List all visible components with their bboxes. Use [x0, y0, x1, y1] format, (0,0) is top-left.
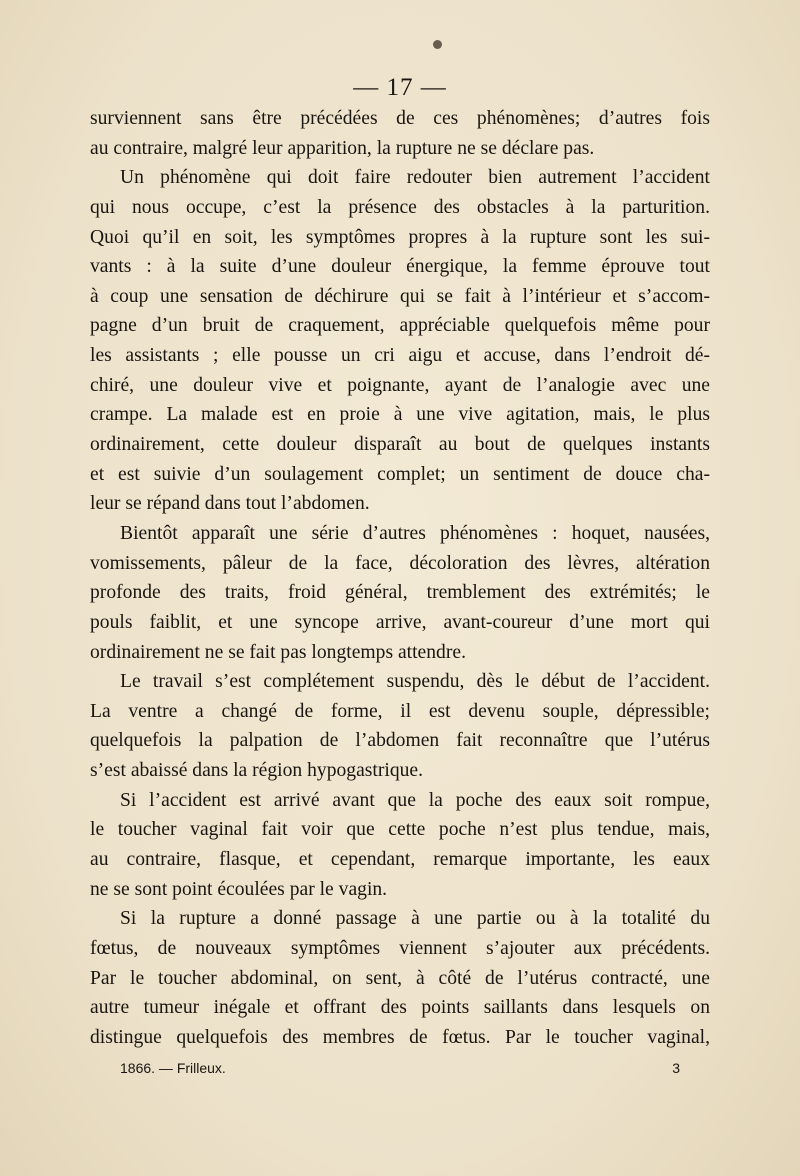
text-line: à coup une sensation de déchirure qui se fait à l’intérieur et s’accom- — [90, 285, 710, 307]
text-line: qui nous occupe, c’est la présence des obstacles à la parturition. — [90, 196, 710, 218]
text-line: La ventre a changé de forme, il est devenu souple, dépressible; — [90, 700, 710, 722]
text-line: au contraire, flasque, et cependant, remarque importante, les eaux — [90, 849, 710, 871]
text-line: distingue quelquefois des membres de fœtus. Par le toucher vaginal, — [90, 1026, 710, 1048]
text-line: ordinairement ne se fait pas longtemps attendre. — [90, 641, 466, 663]
text-line: vomissements, pâleur de la face, décoloration des lèvres, altération — [90, 552, 710, 574]
page-number: — 17 — — [353, 74, 447, 101]
text-line: les assistants ; elle pousse un cri aigu et accuse, dans l’endroit dé- — [90, 345, 710, 367]
footer-signature: 1866. — Frilleux. — [120, 1060, 226, 1076]
text-line: Si la rupture a donné passage à une partie ou à la totalité du — [120, 908, 710, 930]
text-line: au contraire, malgré leur apparition, la rupture ne se déclare pas. — [90, 137, 595, 159]
body-text — [90, 104, 710, 1053]
text-line: Un phénomène qui doit faire redouter bien autrement l’accident — [120, 167, 710, 189]
text-line: chiré, une douleur vive et poignante, ayant de l’analogie avec une — [90, 374, 710, 396]
footer-sheet-number: 3 — [672, 1060, 680, 1076]
text-line: vants : à la suite d’une douleur énergique, la femme éprouve tout — [90, 256, 710, 278]
text-line: fœtus, de nouveaux symptômes viennent s’ajouter aux précédents. — [90, 937, 710, 959]
text-line: Quoi qu’il en soit, les symptômes propres à la rupture sont les sui- — [90, 226, 710, 248]
page-footer — [120, 1060, 680, 1076]
text-line: ne se sont point écoulées par le vagin. — [90, 878, 388, 900]
text-line: quelquefois la palpation de l’abdomen fait reconnaître que l’utérus — [90, 730, 710, 752]
text-line: Par le toucher abdominal, on sent, à côté de l’utérus contracté, une — [90, 967, 710, 989]
text-line: crampe. La malade est en proie à une vive agitation, mais, le plus — [90, 404, 710, 426]
text-line: Le travail s’est complétement suspendu, dès le début de l’accident. — [120, 671, 710, 693]
text-line: et est suivie d’un soulagement complet; un sentiment de douce cha- — [90, 463, 710, 485]
text-line: pagne d’un bruit de craquement, appréciable quelquefois même pour — [90, 315, 710, 337]
text-line: leur se répand dans tout l’abdomen. — [90, 493, 370, 515]
text-line: s’est abaissé dans la région hypogastrique. — [90, 760, 424, 782]
text-line: ordinairement, cette douleur disparaît au bout de quelques instants — [90, 434, 710, 456]
text-line: Si l’accident est arrivé avant que la poche des eaux soit rompue, — [120, 789, 710, 811]
text-line: profonde des traits, froid général, tremblement des extrémités; le — [90, 582, 710, 604]
text-line: pouls faiblit, et une syncope arrive, avant-coureur d’une mort qui — [90, 611, 710, 633]
ink-stain — [433, 40, 442, 49]
text-line: Bientôt apparaît une série d’autres phénomènes : hoquet, nausées, — [120, 522, 710, 544]
text-line: autre tumeur inégale et offrant des points saillants dans lesquels on — [90, 997, 710, 1019]
text-line: surviennent sans être précédées de ces phénomènes; d’autres fois — [90, 108, 710, 129]
text-line: le toucher vaginal fait voir que cette poche n’est plus tendue, mais, — [90, 819, 710, 841]
